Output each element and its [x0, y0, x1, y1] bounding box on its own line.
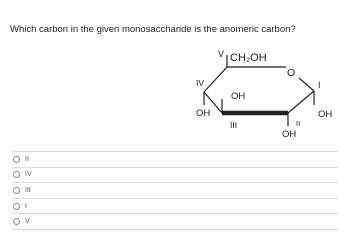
carbon-i-label: I — [318, 80, 321, 90]
oh-c4-label: OH — [196, 108, 211, 119]
radio-button[interactable] — [13, 156, 20, 163]
carbon-iii-label: III — [230, 120, 238, 130]
question-text: Which carbon in the given monosaccharide is the anomeric carbon? — [10, 24, 296, 35]
option-label: IV — [25, 171, 32, 179]
option-label: III — [25, 186, 31, 194]
ring-oxygen-label: O — [287, 67, 296, 79]
option-label: II — [25, 155, 29, 163]
option-iv[interactable] — [12, 167, 338, 183]
ring-bonds — [204, 55, 314, 126]
option-label: V — [25, 218, 30, 226]
carbon-iv-label: IV — [196, 78, 205, 88]
ch2oh-label: CH₂OH — [230, 52, 267, 64]
answer-options — [12, 151, 338, 230]
carbon-v-label: V — [218, 49, 225, 59]
carbon-ii-label: II — [296, 119, 301, 128]
radio-button[interactable] — [13, 203, 20, 210]
option-i[interactable] — [12, 198, 338, 214]
oh-c3-label: OH — [231, 91, 246, 102]
option-iii[interactable] — [12, 182, 338, 198]
radio-button[interactable] — [13, 218, 20, 225]
option-label: I — [25, 202, 27, 210]
oh-c1-label: OH — [318, 109, 333, 120]
oh-c2-label: OH — [282, 129, 297, 140]
option-ii[interactable] — [12, 151, 338, 167]
radio-button[interactable] — [13, 187, 20, 194]
option-v[interactable] — [12, 213, 338, 230]
radio-button[interactable] — [13, 171, 20, 178]
